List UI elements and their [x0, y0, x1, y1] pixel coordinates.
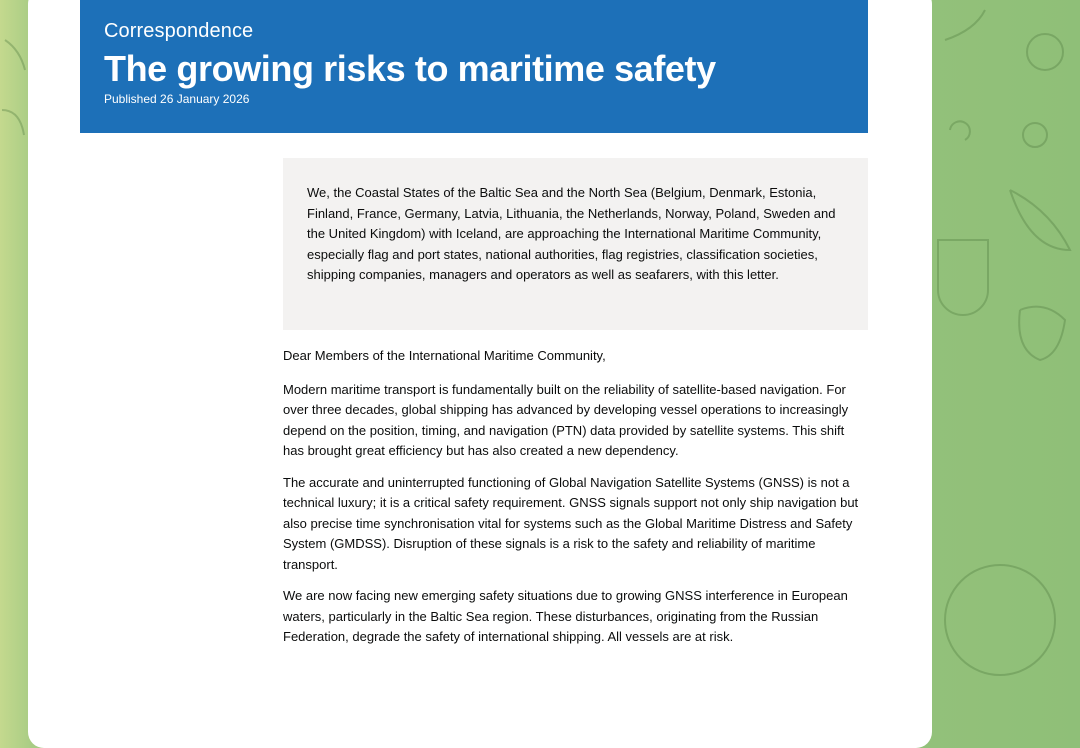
body-paragraph: The accurate and uninterrupted functioning of Global Navigation Satellite Systems (GNSS) is not a technical luxury; it is a critical safety requirement. GNSS signals support not only ship navigation but also precise time synchronisation vital for systems such as the Global Maritime Distress and Safety System (GMDSS). Disruption of these signals is a risk to the safety and reliability of maritime transport. [283, 474, 859, 572]
paw-doodle-icon [1023, 123, 1047, 147]
salutation: Dear Members of the International Maritime Community, [283, 348, 606, 363]
balloon-doodle-icon [945, 565, 1055, 675]
line-doodle-icon [945, 10, 985, 40]
strawberry-doodle-icon [1019, 307, 1065, 360]
intro-callout-text: We, the Coastal States of the Baltic Sea and the North Sea (Belgium, Denmark, Estonia, Finland, France, Germany, Latvia, Lithuania, the Netherlands, Norway, Poland, Sweden and the United Kingdom) with Iceland, are approaching the International Maritime Community, especially flag and port states, national authorities, flag registries, classification societies, shipping companies, managers and operators as well as seafarers, with this letter. [307, 185, 836, 282]
left-doodle-icon [5, 40, 25, 70]
swirl-doodle-icon [950, 121, 970, 140]
page-header-banner [80, 0, 868, 133]
page-title: The growing risks to maritime safety [104, 48, 716, 89]
body-paragraph: Modern maritime transport is fundamentally built on the reliability of satellite-based navigation. For over three decades, global shipping has advanced by developing vessel operations to increasingly depend on the position, timing, and navigation (PTN) data provided by satellite systems. This shift has brought great efficiency but has also created a new dependency. [283, 381, 849, 458]
intro-callout [283, 158, 868, 330]
left-doodle-icon-2 [2, 110, 24, 135]
published-date: Published 26 January 2026 [104, 92, 250, 106]
document-type-label: Correspondence [104, 20, 254, 42]
cup-doodle-icon [938, 240, 988, 315]
letter-body [283, 346, 867, 659]
body-paragraph: We are now facing new emerging safety situations due to growing GNSS interference in European waters, particularly in the Baltic Sea region. These disturbances, originating from the Russian Federation, degrade the safety of international shipping. All vessels are at risk. [283, 588, 848, 644]
leaf-doodle-icon [1010, 190, 1070, 250]
bird-doodle-icon [1027, 34, 1063, 70]
